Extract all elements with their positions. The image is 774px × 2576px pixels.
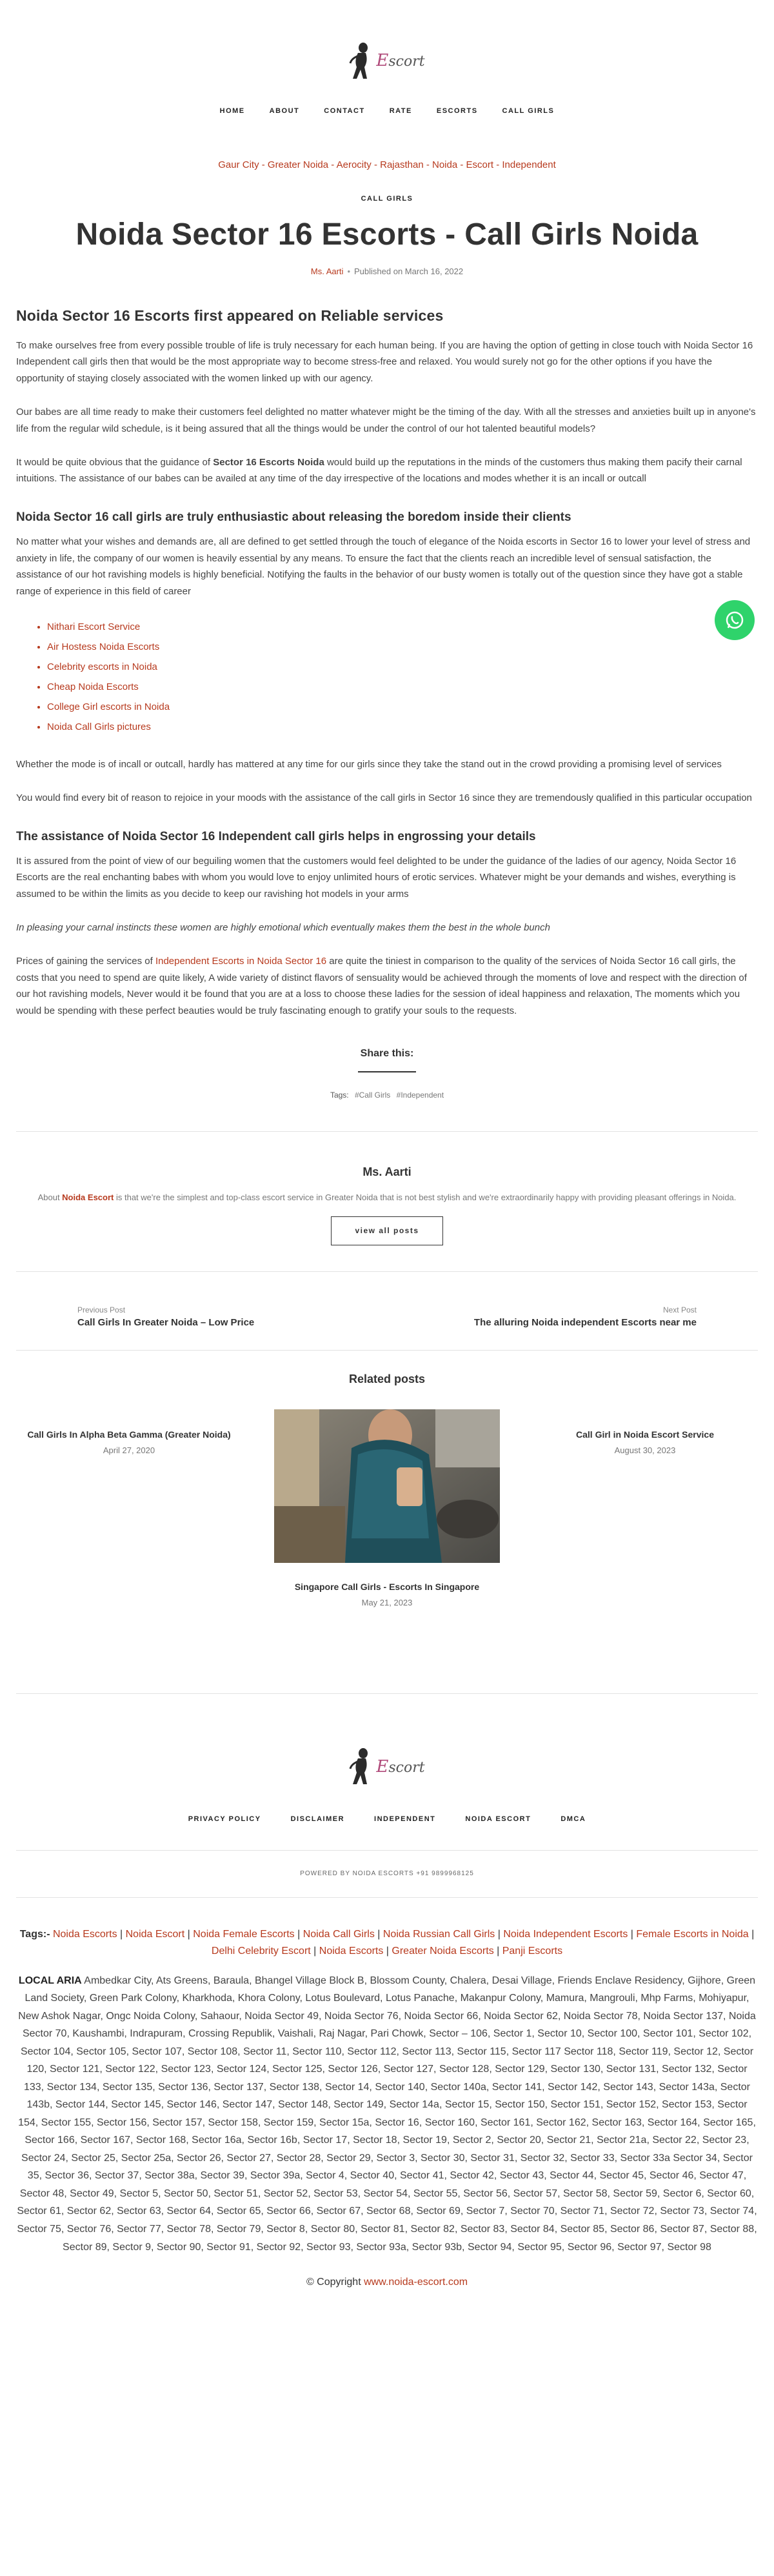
service-link[interactable]: Noida Call Girls pictures <box>47 721 151 733</box>
share-divider <box>358 1071 416 1072</box>
footer-tag-link[interactable]: Noida Russian Call Girls <box>382 1929 495 1940</box>
service-link[interactable]: Celebrity escorts in Noida <box>47 661 157 673</box>
paragraph: To make ourselves free from every possible trouble of life is truly necessary for each human being. If you are having the option of getting in close touch with Noida Sector 16 Independent call girls then that would be the most appropriate way to become stress-free and relaxed. You would surely not go for the other options if you have the opportunity of staying closely associated with the women linked up with our agency. <box>16 339 753 385</box>
related-post[interactable] <box>532 1409 758 1609</box>
post-date: Published on March 16, 2022 <box>354 266 464 276</box>
share-section <box>0 1045 774 1072</box>
related-heading: Related posts <box>348 1373 426 1386</box>
italic-paragraph: In pleasing your carnal instincts these women are highly emotional which eventually makes them the best in the whole bunch <box>16 921 550 933</box>
footer-nav <box>0 1814 774 1826</box>
site-header <box>0 0 774 117</box>
footer-tag-link[interactable]: Delhi Celebrity Escort <box>211 1946 311 1957</box>
view-all-posts-button[interactable]: view all posts <box>331 1216 442 1245</box>
list-item <box>47 617 758 637</box>
related-post[interactable] <box>274 1409 500 1609</box>
service-link[interactable]: Nithari Escort Service <box>47 621 141 633</box>
footer-tag-link[interactable]: Greater Noida Escorts <box>392 1946 494 1957</box>
related-post-date: August 30, 2023 <box>614 1445 676 1455</box>
previous-post-label: Previous Post <box>77 1305 126 1314</box>
post-title: Noida Sector 16 Escorts - Call Girls Noida <box>75 217 699 252</box>
copyright: © Copyright www.noida-escort.com <box>306 2277 468 2288</box>
section-heading: Noida Sector 16 call girls are truly enthusiastic about releasing the boredom inside their clients <box>16 510 571 525</box>
service-link[interactable]: College Girl escorts in Noida <box>47 701 170 713</box>
copyright-link[interactable]: www.noida-escort.com <box>364 2277 468 2288</box>
nav-rate[interactable]: RATE <box>389 107 412 115</box>
related-post-title: Singapore Call Girls - Escorts In Singapore <box>294 1582 480 1593</box>
logo-figure-icon <box>349 1747 373 1787</box>
list-item <box>47 637 758 657</box>
paragraph: Whether the mode is of incall or outcall, hardly has mattered at any time for our girls since they take the stand out in the crowd providing a promising level of services <box>16 759 722 770</box>
service-link-list <box>47 617 758 737</box>
footer-tag-link[interactable]: Panji Escorts <box>502 1946 563 1957</box>
meta-separator: • <box>347 266 350 276</box>
whatsapp-glyph-icon <box>724 610 745 630</box>
nav-home[interactable]: HOME <box>219 107 245 115</box>
list-item <box>47 697 758 717</box>
section-heading: Noida Sector 16 Escorts first appeared on Reliable services <box>16 307 444 324</box>
footer-nav-independent[interactable]: INDEPENDENT <box>374 1815 436 1824</box>
service-link[interactable]: Air Hostess Noida Escorts <box>47 641 160 653</box>
related-grid <box>16 1409 758 1609</box>
local-area-label: LOCAL ARIA <box>18 1975 82 1986</box>
footer-logo-wrap <box>0 1694 774 1792</box>
post-tags <box>0 1089 774 1102</box>
footer-tag-list: Tags:- Noida Escorts | Noida Escort | Noida Female Escorts | Noida Call Girls | Noida Russian Call Girls | Noida Independent Escorts | Female Escorts in Noida | Delhi Celebrity Escort | Noida Escorts | Greater Noida Escorts | Panji Escorts <box>19 1929 755 1957</box>
footer-nav-noida-escort[interactable]: NOIDA ESCORT <box>465 1815 531 1824</box>
paragraph: It would be quite obvious that the guidance of Sector 16 Escorts Noida would build up the reputations in the minds of the customers thus making them pacify their carnal intuitions. The assistance of our babes can be availed at any time of the day irrespective of the locations and modes whether it is an incall or outcall <box>16 456 742 485</box>
footer-logo[interactable] <box>349 1744 424 1789</box>
share-title: Share this: <box>360 1047 414 1059</box>
section-heading: The assistance of Noida Sector 16 Independent call girls helps in engrossing your details <box>16 829 536 843</box>
footer-nav-dmca[interactable]: DMCA <box>561 1815 586 1824</box>
footer-tag-link[interactable]: Noida Escorts <box>52 1929 117 1940</box>
author-name: Ms. Aarti <box>362 1165 412 1178</box>
tag-link[interactable]: #Call Girls <box>354 1090 391 1100</box>
local-area-list: Ambedkar City, Ats Greens, Baraula, Bhangel Village Block B, Blossom County, Chalera, Desai Village, Friends Enclave Residency, Gijhore, Green Land Society, Green Park Colony, Kharkhoda, Khora Colony, Lotus Boulevard, Lotus Panache, Makanpur Colony, Mamura, Mangrouli, Mhp Farms, Mohiyapur, New Ashok Nagar, Ongc Noida Colony, Sahaour, Noida Sector 49, Noida Sector 76, Noida Sector 66, Noida Sector 62, Noida Sector 78, Noida Sector 137, Noida Sector 70, Kaushambi, Indrapuram, Crossing Republik, Vaishali, Raj Nagar, Pari Chowk, Sector – 106, Sector 1, Sector 10, Sector 100, Sector 101, Sector 102, Sector 104, Sector 105, Sector 107, Sector 108, Sector 11, Sector 110, Sector 112, Sector 113, Sector 115, Sector 117 Sector 118, Sector 119, Sector 12, Sector 120, Sector 121, Sector 122, Sector 123, Sector 124, Sector 125, Sector 126, Sector 127, Sector 128, Sector 129, Sector 130, Sector 131, Sector 132, Sector 133, Sector 134, Sector 135, Sector 136, Sector 137, Sector 138, Sector 14, Sector 140, Sector 140a, Sector 141, Sector 142, Sector 143, Sector 143a, Sector 143b, Sector 144, Sector 145, Sector 146, Sector 147, Sector 148, Sector 149, Sector 14a, Sector 15, Sector 150, Sector 151, Sector 152, Sector 153, Sector 154, Sector 155, Sector 156, Sector 157, Sector 158, Sector 159, Sector 15a, Sector 16, Sector 160, Sector 161, Sector 162, Sector 163, Sector 164, Sector 165, Sector 166, Sector 167, Sector 168, Sector 16a, Sector 16b, Sector 17, Sector 18, Sector 19, Sector 2, Sector 20, Sector 21, Sector 21a, Sector 22, Sector 23, Sector 24, Sector 25, Sector 25a, Sector 26, Sector 27, Sector 28, Sector 29, Sector 3, Sector 30, Sector 31, Sector 32, Sector 33, Sector 33a Sector 34, Sector 35, Sector 36, Sector 37, Sector 38a, Sector 39, Sector 39a, Sector 4, Sector 40, Sector 41, Sector 42, Sector 43, Sector 44, Sector 45, Sector 46, Sector 47, Sector 48, Sector 49, Sector 5, Sector 50, Sector 51, Sector 52, Sector 53, Sector 54, Sector 55, Sector 56, Sector 57, Sector 58, Sector 59, Sector 6, Sector 60, Sector 61, Sector 62, Sector 63, Sector 64, Sector 65, Sector 66, Sector 67, Sector 68, Sector 69, Sector 7, Sector 70, Sector 71, Sector 72, Sector 73, Sector 74, Sector 75, Sector 76, Sector 77, Sector 78, Sector 79, Sector 8, Sector 80, Sector 81, Sector 82, Sector 83, Sector 84, Sector 85, Sector 86, Sector 87, Sector 88, Sector 89, Sector 9, Sector 90, Sector 91, Sector 92, Sector 93, Sector 93a, Sector 93b, Sector 94, Sector 95, Sector 96, Sector 97, Sector 98 <box>17 1975 757 2253</box>
post-content <box>16 306 758 1020</box>
paragraph: You would find every bit of reason to rejoice in your moods with the assistance of the call girls in Sector 16 since they are tremendously qualified in this particular occupation <box>16 792 752 804</box>
nav-call-girls[interactable]: CALL GIRLS <box>502 107 555 115</box>
previous-post-link[interactable] <box>77 1304 322 1329</box>
previous-post-title: Call Girls In Greater Noida – Low Price <box>77 1316 255 1328</box>
post-meta <box>0 265 774 279</box>
list-item <box>47 677 758 697</box>
footer-tag-link[interactable]: Noida Call Girls <box>303 1929 375 1940</box>
footer-tag-link[interactable]: Female Escorts in Noida <box>636 1929 749 1940</box>
bold-keyword: Sector 16 Escorts Noida <box>213 456 324 468</box>
post-author-link[interactable]: Ms. Aarti <box>310 266 344 276</box>
paragraph: Our babes are all time ready to make their customers feel delighted no matter whatever might be the timing of the day. With all the stresses and anxieties built up in anyone's life from the regular wild schedule, is it being assured that all the things would be under the control of our hot talented beautiful models? <box>16 407 756 434</box>
list-item <box>47 657 758 677</box>
footer-nav-disclaimer[interactable]: DISCLAIMER <box>290 1815 345 1824</box>
post-navigation <box>0 1272 774 1329</box>
related-post-image <box>274 1409 500 1563</box>
footer-tag-link[interactable]: Noida Escort <box>125 1929 185 1940</box>
main-nav <box>0 106 774 117</box>
logo-text: Escort <box>376 51 425 71</box>
local-area <box>16 1972 758 2256</box>
next-post-link[interactable] <box>452 1304 697 1329</box>
inline-link[interactable]: Independent Escorts in Noida Sector 16 <box>155 955 327 967</box>
nav-escorts[interactable]: ESCORTS <box>436 107 478 115</box>
whatsapp-icon[interactable] <box>715 600 755 640</box>
powered-by: POWERED BY NOIDA ESCORTS +91 9899968125 <box>300 1870 474 1877</box>
author-box <box>0 1132 774 1245</box>
tag-link[interactable]: #Independent <box>396 1090 444 1100</box>
location-links[interactable]: Gaur City - Greater Noida - Aerocity - Rajasthan - Noida - Escort - Independent <box>218 159 556 170</box>
logo-figure-icon <box>349 41 373 81</box>
author-description: About Noida Escort is that we're the simplest and top-class escort service in Greater Noida that is not best stylish and we're extraordinarily happy with providing pleasant offerings in Noida. <box>37 1192 737 1202</box>
related-post-title: Call Girls In Alpha Beta Gamma (Greater Noida) <box>27 1429 231 1440</box>
footer-tag-link[interactable]: Noida Female Escorts <box>193 1929 295 1940</box>
footer-tag-link[interactable]: Noida Independent Escorts <box>503 1929 628 1940</box>
related-posts <box>16 1351 758 1609</box>
nav-contact[interactable]: CONTACT <box>324 107 365 115</box>
nav-about[interactable]: ABOUT <box>269 107 300 115</box>
related-post-date: May 21, 2023 <box>361 1597 413 1607</box>
site-logo[interactable] <box>349 39 424 84</box>
author-desc-link[interactable]: Noida Escort <box>62 1192 114 1202</box>
related-post-title: Call Girl in Noida Escort Service <box>576 1429 714 1440</box>
paragraph: It is assured from the point of view of our beguiling women that the customers would feel delighted to be under the guidance of the ladies of our agency, Noida Sector 16 Escorts are the real enchanting babes with whom you would love to enjoy unlimited hours of erotic services. Whatever might be your demands and wishes, everything is assumed to be within the limits as you decide to keep our ravishing hot models in your arms <box>16 855 737 900</box>
tags-label: Tags: <box>330 1090 349 1100</box>
logo-text: Escort <box>376 1756 425 1776</box>
service-link[interactable]: Cheap Noida Escorts <box>47 681 139 693</box>
next-post-title: The alluring Noida independent Escorts near me <box>473 1316 697 1328</box>
paragraph: No matter what your wishes and demands are, all are defined to get settled through the touch of elegance of the Noida escorts in Sector 16 to lower your level of stress and anxiety in life, the company of our women is heavily essential by any means. To ensure the fact that the clients reach an incredible level of sensual satisfaction, the assistance of our hot ravishing models is highly beneficial. Notifying the faults in the behavior of our busty women is totally out of the question since they have got a stable range of experience in this field of career <box>16 536 751 598</box>
post-category[interactable]: CALL GIRLS <box>361 194 413 203</box>
footer-tags-label: Tags:- <box>19 1929 50 1940</box>
paragraph: Prices of gaining the services of Independent Escorts in Noida Sector 16 are quite the tiniest in comparison to the quality of the services of Noida Sector 16 call girls, the costs that you need to spend are quite likely, A wide variety of distinct flavors of sensuality would be achieved through the moments of love and respect with the direction of our hot ravishing models, Never would it be found that you are at a loss to choose these ladies for the session of ideal happiness and relaxation, The moments which you would be spending with these perfect beauties would be truly fascinating enough to gratify your souls to the requests. <box>16 955 747 1017</box>
footer-tag-link[interactable]: Noida Escorts <box>319 1946 384 1957</box>
next-post-label: Next Post <box>662 1305 697 1314</box>
related-post[interactable] <box>16 1409 242 1609</box>
footer-nav-privacy[interactable]: PRIVACY POLICY <box>188 1815 261 1824</box>
list-item <box>47 717 758 737</box>
site-footer <box>0 1694 774 2309</box>
related-post-date: April 27, 2020 <box>103 1445 155 1455</box>
